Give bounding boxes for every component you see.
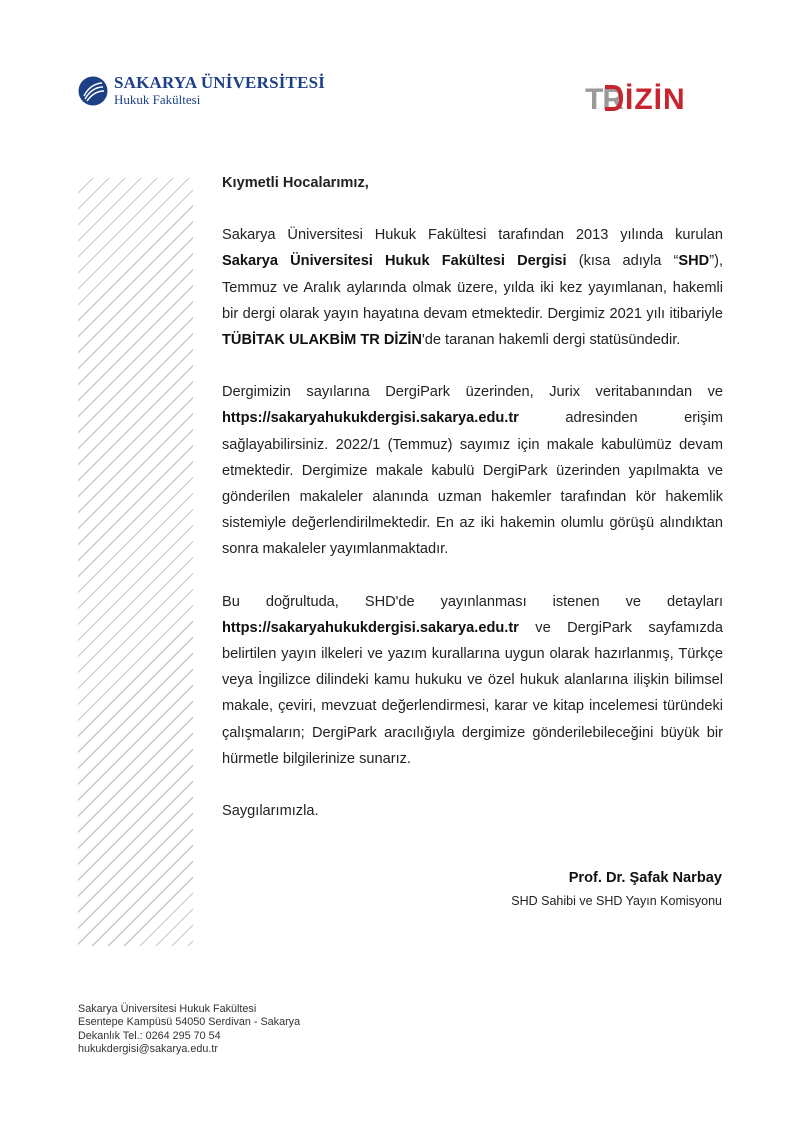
footer-email-link[interactable]: hukukdergisi@sakarya.edu.tr [78, 1043, 218, 1056]
journal-name: Sakarya Üniversitesi Hukuk Fakültesi Dergisi [222, 253, 567, 270]
university-logo [78, 74, 325, 107]
text: Dergimizin sayılarına DergiPark üzerinden, Jurix veritabanından ve [222, 384, 723, 401]
text: Bu doğrultuda, SHD'de yayınlanması istenen ve detayları [222, 593, 723, 610]
paragraph-2 [222, 379, 723, 562]
closing: Saygılarımızla. [222, 803, 319, 820]
text: adresinden erişim sağlayabilirsiniz. 2022/1 (Temmuz) sayımız için makale kabulümüz devam etmektedir. Dergimize makale kabulü DergiPark üzerinden yapılmakta ve gönderilen makaleler alanında uzman hakemler tarafından kör hakemlik sistemiyle değerlendirilmektedir. En az iki hakemin olumlu görüşü alındıktan sonra makaleler yayımlanmaktadır. [222, 410, 723, 558]
greeting: Kıymetli Hocalarımız, [222, 175, 369, 191]
footer-address-line: Esentepe Kampüsü 54050 Serdivan - Sakarya [78, 1016, 301, 1029]
journal-url-link[interactable]: https://sakaryahukukdergisi.sakarya.edu.tr [222, 410, 519, 427]
tr-dizin-logo [585, 80, 725, 114]
decorative-hatch-pattern [78, 178, 193, 946]
university-name: SAKARYA ÜNİVERSİTESİ [114, 73, 326, 92]
footer-phone: Dekanlık Tel.: 0264 295 70 54 [78, 1029, 221, 1042]
journal-url-link[interactable]: https://sakaryahukukdergisi.sakarya.edu.tr [222, 619, 519, 636]
signatory-name: Prof. Dr. Şafak Narbay [568, 870, 722, 886]
svg-text:İZİN: İZİN [625, 83, 686, 114]
text: 'de taranan hakemli dergi statüsündedir. [421, 332, 681, 349]
footer-address [78, 1003, 300, 1057]
text: Sakarya Üniversitesi Hukuk Fakültesi tarafından 2013 yılında kurulan [222, 227, 723, 244]
faculty-name: Hukuk Fakültesi [114, 92, 201, 107]
svg-text:TR: TR [585, 83, 623, 114]
journal-abbreviation: SHD [678, 253, 710, 270]
index-name: TÜBİTAK ULAKBİM TR DİZİN [222, 332, 422, 349]
footer-institution: Sakarya Üniversitesi Hukuk Fakültesi [78, 1003, 257, 1015]
paragraph-1 [222, 222, 723, 353]
letter-body [222, 170, 723, 824]
text: ”), Temmuz ve Aralık aylarında olmak üzere, yılda iki kez yayımlanan, hakemli bir dergi olarak yayın hayatına devam etmektedir. Dergimiz 2021 yılı itibariyle [222, 253, 723, 322]
text: ve DergiPark sayfamızda belirtilen yayın ilkeleri ve yazım kurallarına uygun olarak hazırlanmış, Türkçe veya İngilizce dilindeki kamu hukuku ve özel hukuk alanlarına ilişkin bilimsel makale, çeviri, mevzuat değerlendirmesi, karar ve kitap incelemesi türündeki çalışmaların; DergiPark aracılığıyla dergimize gönderilebileceğini büyük bir hürmetle bilgilerinize sunarız. [222, 619, 723, 767]
signatory-role: SHD Sahibi ve SHD Yayın Komisyonu [511, 894, 722, 908]
paragraph-3 [222, 589, 723, 772]
text: (kısa adıyla “ [566, 253, 679, 270]
university-emblem-icon [78, 76, 108, 106]
signature-block [511, 865, 722, 911]
